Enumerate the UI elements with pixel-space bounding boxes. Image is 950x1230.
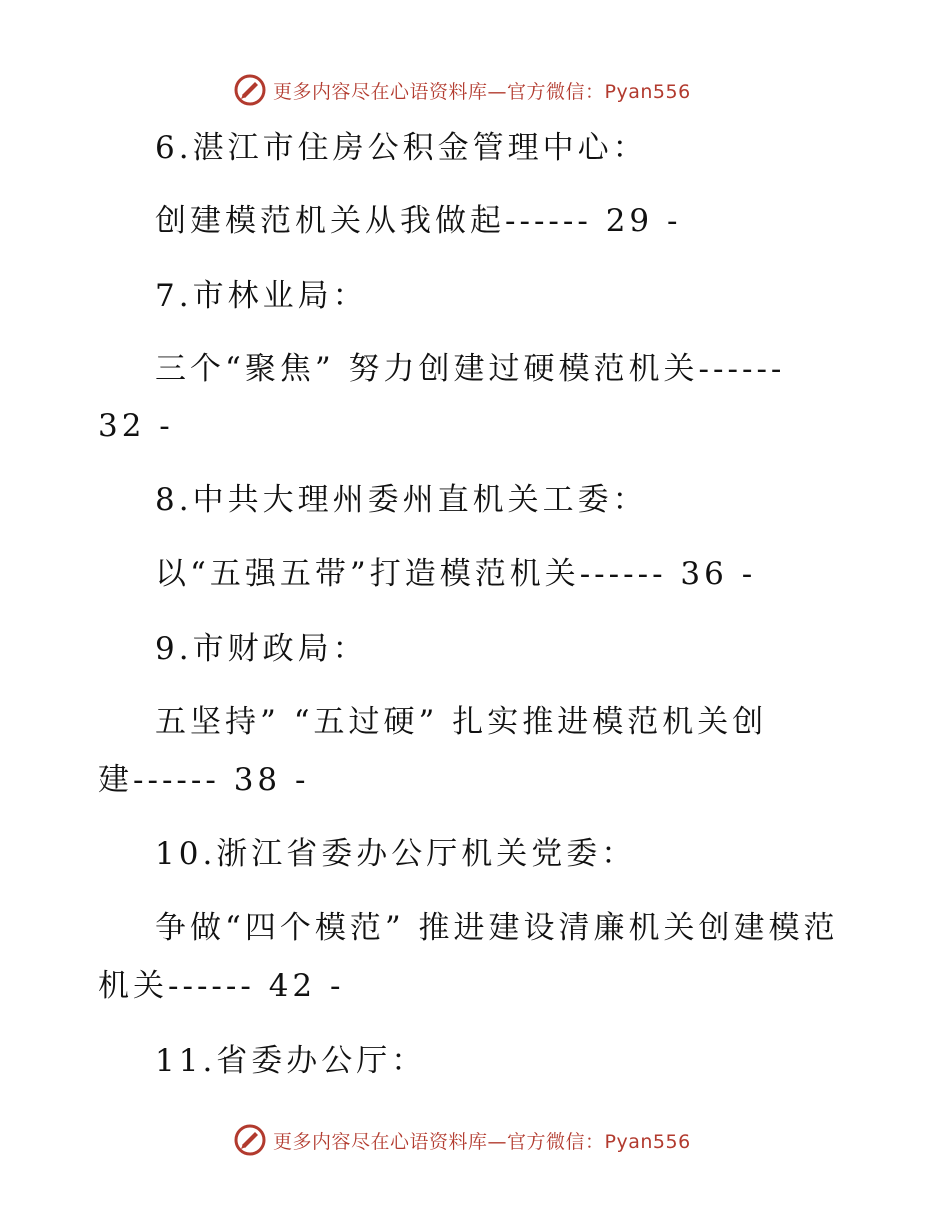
toc-entry-6-heading: 6.湛江市住房公积金管理中心：	[155, 130, 648, 166]
toc-entry-11-heading: 11.省委办公厅：	[155, 1043, 427, 1079]
watermark-header	[233, 72, 691, 108]
toc-entry-9-heading: 9.市财政局：	[155, 631, 368, 667]
logo-icon	[233, 73, 267, 107]
watermark-footer	[233, 1122, 691, 1158]
toc-entry-10-page: 机关------ 42 -	[98, 968, 345, 1004]
watermark-text: 更多内容尽在心语资料库—官方微信：Pyan556	[273, 80, 691, 103]
toc-entry-8-heading: 8.中共大理州委州直机关工委：	[155, 482, 648, 518]
toc-entry-7-heading: 7.市林业局：	[155, 278, 368, 314]
toc-entry-8-title: 以“五强五带”打造模范机关------ 36 -	[155, 556, 757, 592]
toc-entry-7-title: 三个“聚焦” 努力创建过硬模范机关------	[155, 351, 786, 387]
logo-icon	[233, 1123, 267, 1157]
toc-entry-7-page: 32 -	[98, 408, 174, 444]
toc-entry-6-title: 创建模范机关从我做起------ 29 -	[155, 203, 682, 239]
toc-entry-10-title: 争做“四个模范” 推进建设清廉机关创建模范	[155, 910, 839, 946]
watermark-text: 更多内容尽在心语资料库—官方微信：Pyan556	[273, 1130, 691, 1153]
toc-entry-10-heading: 10.浙江省委办公厅机关党委：	[155, 836, 637, 872]
toc-entry-9-page: 建------ 38 -	[98, 762, 310, 798]
toc-entry-9-title: 五坚持” “五过硬” 扎实推进模范机关创	[155, 704, 768, 740]
